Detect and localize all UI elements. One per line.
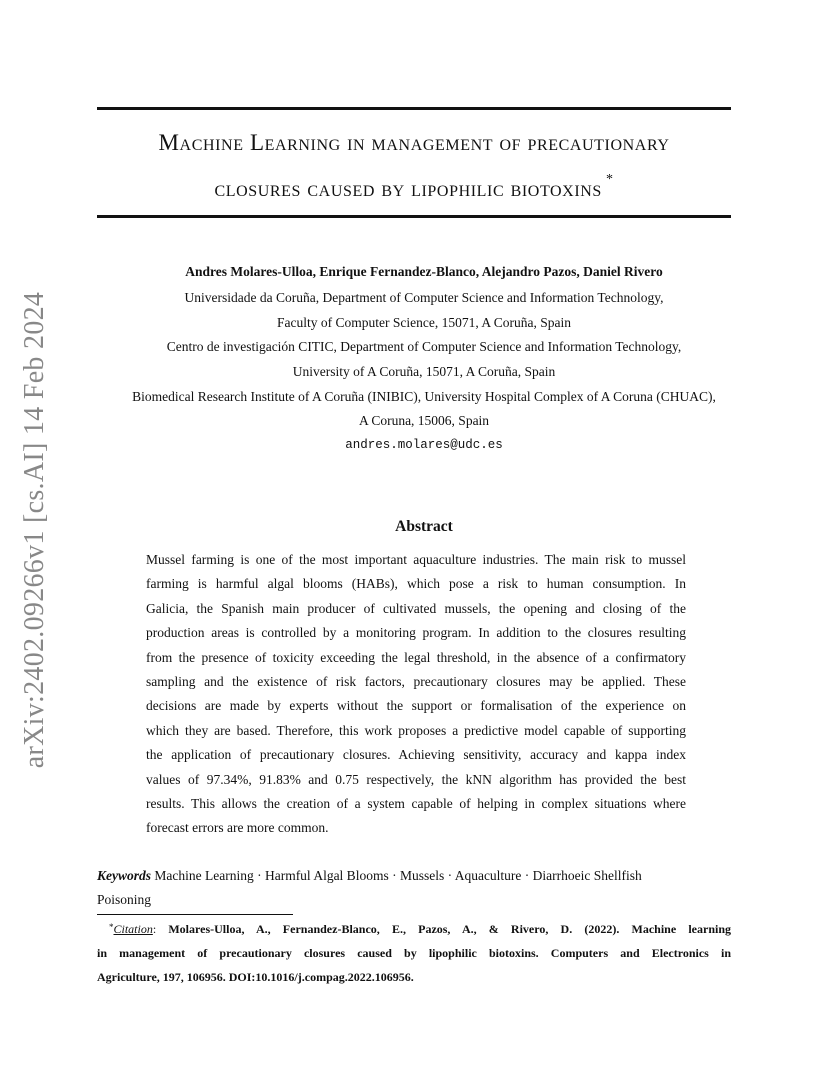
- footnote-line-3: Agriculture, 197, 106956. DOI:10.1016/j.compag.2022.106956.: [97, 970, 414, 984]
- paper-title-text-1: Machine Learning in management of precautionary: [158, 130, 670, 155]
- title-footnote-mark: *: [605, 172, 614, 187]
- affiliation-line: Universidade da Coruña, Department of Computer Science and Information Technology,: [184, 290, 664, 305]
- citation-label: Citation: [113, 922, 153, 936]
- abstract-line: Mussel farming is one of the most important aquaculture industries. The main risk to mussel: [146, 552, 686, 567]
- arxiv-identifier: arXiv:2402.09266v1 [cs.AI] 14 Feb 2024: [19, 291, 51, 769]
- abstract-line: Galicia, the Spanish main producer of cultivated mussels, the opening and closing of the: [146, 600, 686, 616]
- affiliation-line: Centro de investigación CITIC, Department of Computer Science and Information Technology,: [166, 339, 682, 354]
- citation-text-1: Molares-Ulloa, A., Fernandez-Blanco, E., Pazos, A., & Rivero, D. (2022). Machine learning: [168, 922, 732, 936]
- abstract-line: sampling and the existence of risk factors, precautionary closures may be applied. These: [146, 674, 686, 690]
- keywords-label: Keywords: [97, 868, 151, 883]
- affiliation-line: A Coruna, 15006, Spain: [358, 413, 490, 428]
- title-bottom-rule: [97, 215, 731, 218]
- abstract-heading: Abstract: [395, 518, 453, 535]
- keywords-section: [97, 864, 731, 912]
- footnote-line-2: in management of precautionary closures caused by lipophilic biotoxins. Computers and Electronics in: [97, 946, 731, 960]
- keywords-list: Machine Learning · Harmful Algal Blooms · Mussels · Aquaculture · Diarrhoeic Shellfish: [154, 868, 642, 883]
- affiliation-line: Faculty of Computer Science, 15071, A Coruña, Spain: [277, 315, 571, 330]
- footnote-mark: *: [109, 922, 114, 932]
- paper-title-line-1: [97, 130, 731, 156]
- title-top-rule: [97, 107, 731, 110]
- keywords-line-1: [97, 864, 731, 888]
- citation-colon: :: [152, 922, 157, 936]
- footnote-rule: [97, 914, 293, 915]
- abstract-line: farming is harmful algal blooms (HABs), which pose a risk to human consumption. In: [146, 576, 686, 592]
- abstract-line: forecast errors are more common.: [146, 820, 329, 836]
- arxiv-stamp: [15, 291, 55, 769]
- affiliation-line: Biomedical Research Institute of A Coruña (INIBIC), University Hospital Complex of A Coruna (CHUAC),: [132, 389, 716, 404]
- abstract-line: values of 97.34%, 91.83% and 0.75 respectively, the kNN algorithm has provided the best: [146, 771, 686, 787]
- author-list: Andres Molares-Ulloa, Enrique Fernandez-Blanco, Alejandro Pazos, Daniel Rivero: [185, 264, 663, 279]
- keywords-line-2: Poisoning: [97, 892, 152, 907]
- paper-title-line-2: [97, 172, 731, 202]
- abstract-line: results. This allows the creation of a system capable of helping in complex situations where: [146, 796, 686, 812]
- abstract-line: decisions are made by experts without the support or formalisation of the experience on: [146, 698, 686, 714]
- affiliation-line: University of A Coruña, 15071, A Coruña, Spain: [292, 364, 556, 379]
- abstract-body: [146, 548, 686, 841]
- footnote: [97, 917, 731, 989]
- abstract-line: which they are based. Therefore, this work proposes a predictive model capable of supporting: [146, 722, 686, 738]
- footnote-line-1: [97, 917, 731, 941]
- abstract-line: production areas is controlled by a monitoring program. In addition to the closures resulting: [146, 625, 686, 641]
- abstract-line: the application of precautionary closures. Achieving sensitivity, accuracy and kappa index: [146, 747, 686, 763]
- abstract-line: from the presence of toxicity exceeding the legal threshold, in the absence of a confirmatory: [146, 649, 686, 665]
- contact-email: andres.molares@udc.es: [345, 438, 503, 452]
- paper-title-text-2: closures caused by lipophilic biotoxins: [214, 176, 602, 201]
